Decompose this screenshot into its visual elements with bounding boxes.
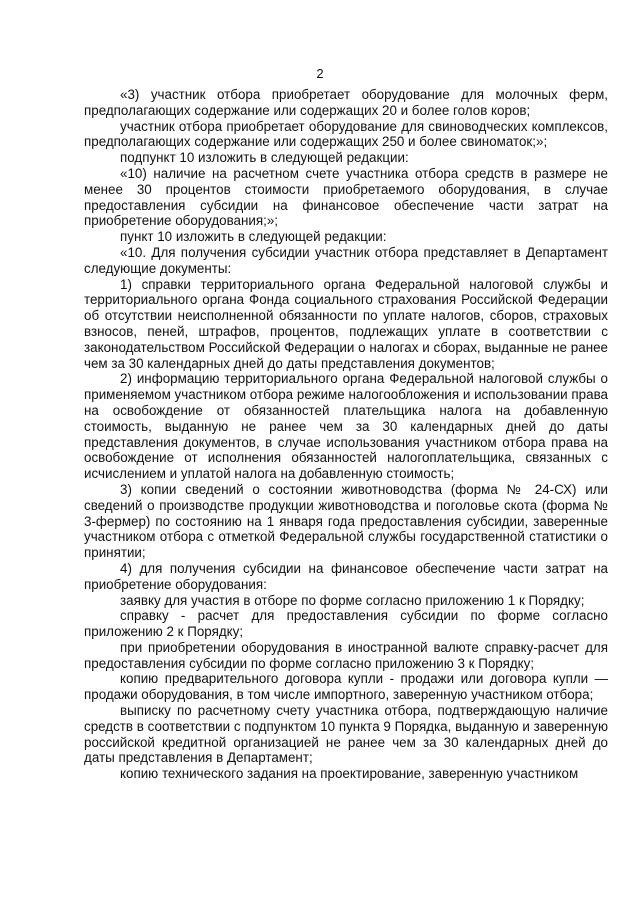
page-number: 2: [316, 66, 324, 81]
paragraph-3: подпункт 10 изложить в следующей редакции:: [120, 150, 409, 166]
paragraph-4: «10) наличие на расчетном счете участника отбора средств в размере не менее 30 процентов стоимости приобретаемого оборудования, в случае предоставления субсидии на финансовое обеспечение части затрат на приобретение оборудования;»;: [84, 165, 608, 229]
paragraph-11: заявку для участия в отборе по форме согласно приложению 1 к Порядку;: [120, 592, 585, 608]
paragraph-7: 1) справки территориального органа Федеральной налоговой службы и территориального органа Фонда социального страхования Российской Федерации об отсутствии неисполненной обязанности по уплате налогов, сборов, страховых взносов, пеней, штрафов, процентов, подлежащих уплате в соответствии с законодательством Российской Федерации о налогах и сборах, выданные не ранее чем за 30 календарных дней до даты представления документов;: [84, 276, 608, 371]
paragraph-2: участник отбора приобретает оборудование для свиноводческих комплексов, предполагающих содержание или содержащих 250 и более свиноматок;»;: [84, 118, 608, 150]
paragraph-1: «3) участник отбора приобретает оборудование для молочных ферм, предполагающих содержание или содержащих 20 и более голов коров;: [84, 87, 608, 118]
paragraph-12: справку - расчет для предоставления субсидии по форме согласно приложению 2 к Порядку;: [84, 608, 608, 640]
paragraph-15: выписку по расчетному счету участника отбора, подтверждающую наличие средств в соответствии с подпунктом 10 пункта 9 Порядка, выданную и заверенную российской кредитной организацией не ранее чем за 30 календарных дней до даты представления в Департамент;: [84, 703, 608, 766]
paragraph-8: 2) информацию территориального органа Федеральной налоговой службы о применяемом участником отбора режиме налогообложения и использовании права на освобождение от обязанностей плательщика налога на добавленную стоимость, выданную не ранее чем за 30 календарных дней до даты представления документов, в случае использования участником отбора права на освобождение от исполнения обязанностей налогоплательщика, связанных с исчислением и уплатой налога на добавленную стоимость;: [84, 371, 608, 482]
paragraph-16: копию технического задания на проектирование, заверенную участником: [120, 766, 579, 782]
paragraph-10: 4) для получения субсидии на финансовое обеспечение части затрат на приобретение оборудования:: [84, 560, 608, 592]
paragraph-13: при приобретении оборудования в иностранной валюте справку-расчет для предоставления субсидии по форме согласно приложению 3 к Порядку;: [84, 639, 608, 671]
document-body: [84, 87, 608, 782]
paragraph-14: копию предварительного договора купли - продажи или договора купли — продажи оборудования, в том числе импортного, заверенную участником отбора;: [84, 671, 608, 703]
paragraph-5: пункт 10 изложить в следующей редакции:: [120, 229, 387, 245]
paragraph-6: «10. Для получения субсидии участник отбора представляет в Департамент следующие документы:: [84, 244, 608, 276]
paragraph-9: 3) копии сведений о состоянии животноводства (форма № 24-СХ) или сведений о производстве продукции животноводства и поголовье скота (форма № 3-фермер) по состоянию на 1 января года предоставления субсидии, заверенные участником отбора с отметкой Федеральной службы государственной статистики о принятии;: [84, 481, 608, 561]
